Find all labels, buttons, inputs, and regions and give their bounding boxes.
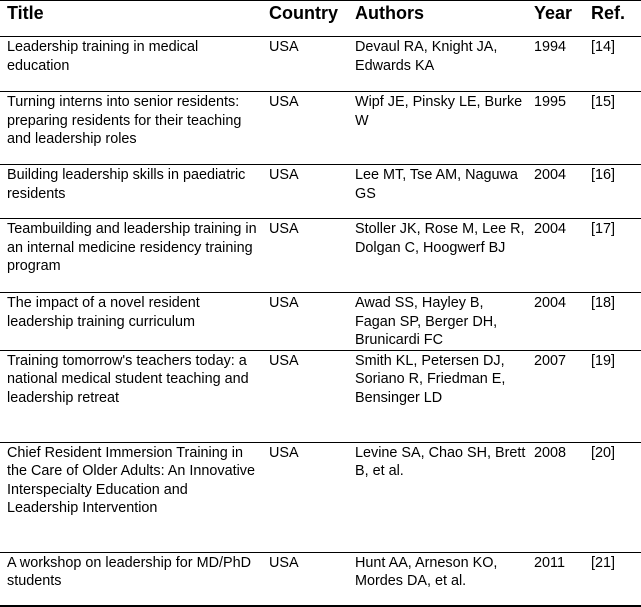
cell-year: 2007	[528, 350, 583, 442]
cell-authors: Devaul RA, Knight JA, Edwards KA	[348, 37, 528, 92]
cell-country: USA	[262, 442, 348, 552]
cell-title: A workshop on leadership for MD/PhD students	[0, 552, 262, 606]
cell-ref: [20]	[583, 442, 641, 552]
cell-ref: [19]	[583, 350, 641, 442]
table-row	[0, 37, 641, 92]
header-country: Country	[262, 1, 348, 37]
cell-year: 2011	[528, 552, 583, 606]
cell-country: USA	[262, 165, 348, 219]
cell-ref: [18]	[583, 293, 641, 351]
cell-ref: [15]	[583, 92, 641, 165]
cell-year: 1995	[528, 92, 583, 165]
cell-authors: Stoller JK, Rose M, Lee R, Dolgan C, Hoogwerf BJ	[348, 219, 528, 293]
table-row	[0, 293, 641, 351]
cell-title: Leadership training in medical education	[0, 37, 262, 92]
table-row	[0, 92, 641, 165]
cell-ref: [14]	[583, 37, 641, 92]
cell-authors: Hunt AA, Arneson KO, Mordes DA, et al.	[348, 552, 528, 606]
header-year: Year	[528, 1, 583, 37]
cell-year: 2004	[528, 165, 583, 219]
table-header-row	[0, 1, 641, 37]
cell-ref: [16]	[583, 165, 641, 219]
cell-country: USA	[262, 350, 348, 442]
cell-ref: [21]	[583, 552, 641, 606]
header-ref: Ref.	[583, 1, 641, 37]
cell-year: 2008	[528, 442, 583, 552]
table-row	[0, 350, 641, 442]
cell-country: USA	[262, 92, 348, 165]
table-row	[0, 552, 641, 606]
table-row	[0, 442, 641, 552]
cell-country: USA	[262, 37, 348, 92]
cell-title: Turning interns into senior residents: preparing residents for their teaching and leadership roles	[0, 92, 262, 165]
header-title: Title	[0, 1, 262, 37]
header-authors: Authors	[348, 1, 528, 37]
table-row	[0, 219, 641, 293]
cell-authors: Smith KL, Petersen DJ, Soriano R, Friedman E, Bensinger LD	[348, 350, 528, 442]
table-row	[0, 165, 641, 219]
cell-country: USA	[262, 219, 348, 293]
cell-country: USA	[262, 293, 348, 351]
cell-authors: Awad SS, Hayley B, Fagan SP, Berger DH, Brunicardi FC	[348, 293, 528, 351]
cell-title: Building leadership skills in paediatric residents	[0, 165, 262, 219]
cell-year: 2004	[528, 293, 583, 351]
cell-title: Chief Resident Immersion Training in the Care of Older Adults: An Innovative Interspecialty Education and Leadership Intervention	[0, 442, 262, 552]
cell-authors: Lee MT, Tse AM, Naguwa GS	[348, 165, 528, 219]
cell-title: Training tomorrow's teachers today: a national medical student teaching and leadership retreat	[0, 350, 262, 442]
cell-ref: [17]	[583, 219, 641, 293]
cell-year: 1994	[528, 37, 583, 92]
cell-authors: Levine SA, Chao SH, Brett B, et al.	[348, 442, 528, 552]
cell-authors: Wipf JE, Pinsky LE, Burke W	[348, 92, 528, 165]
cell-title: The impact of a novel resident leadership training curriculum	[0, 293, 262, 351]
cell-title: Teambuilding and leadership training in an internal medicine residency training program	[0, 219, 262, 293]
cell-country: USA	[262, 552, 348, 606]
cell-year: 2004	[528, 219, 583, 293]
